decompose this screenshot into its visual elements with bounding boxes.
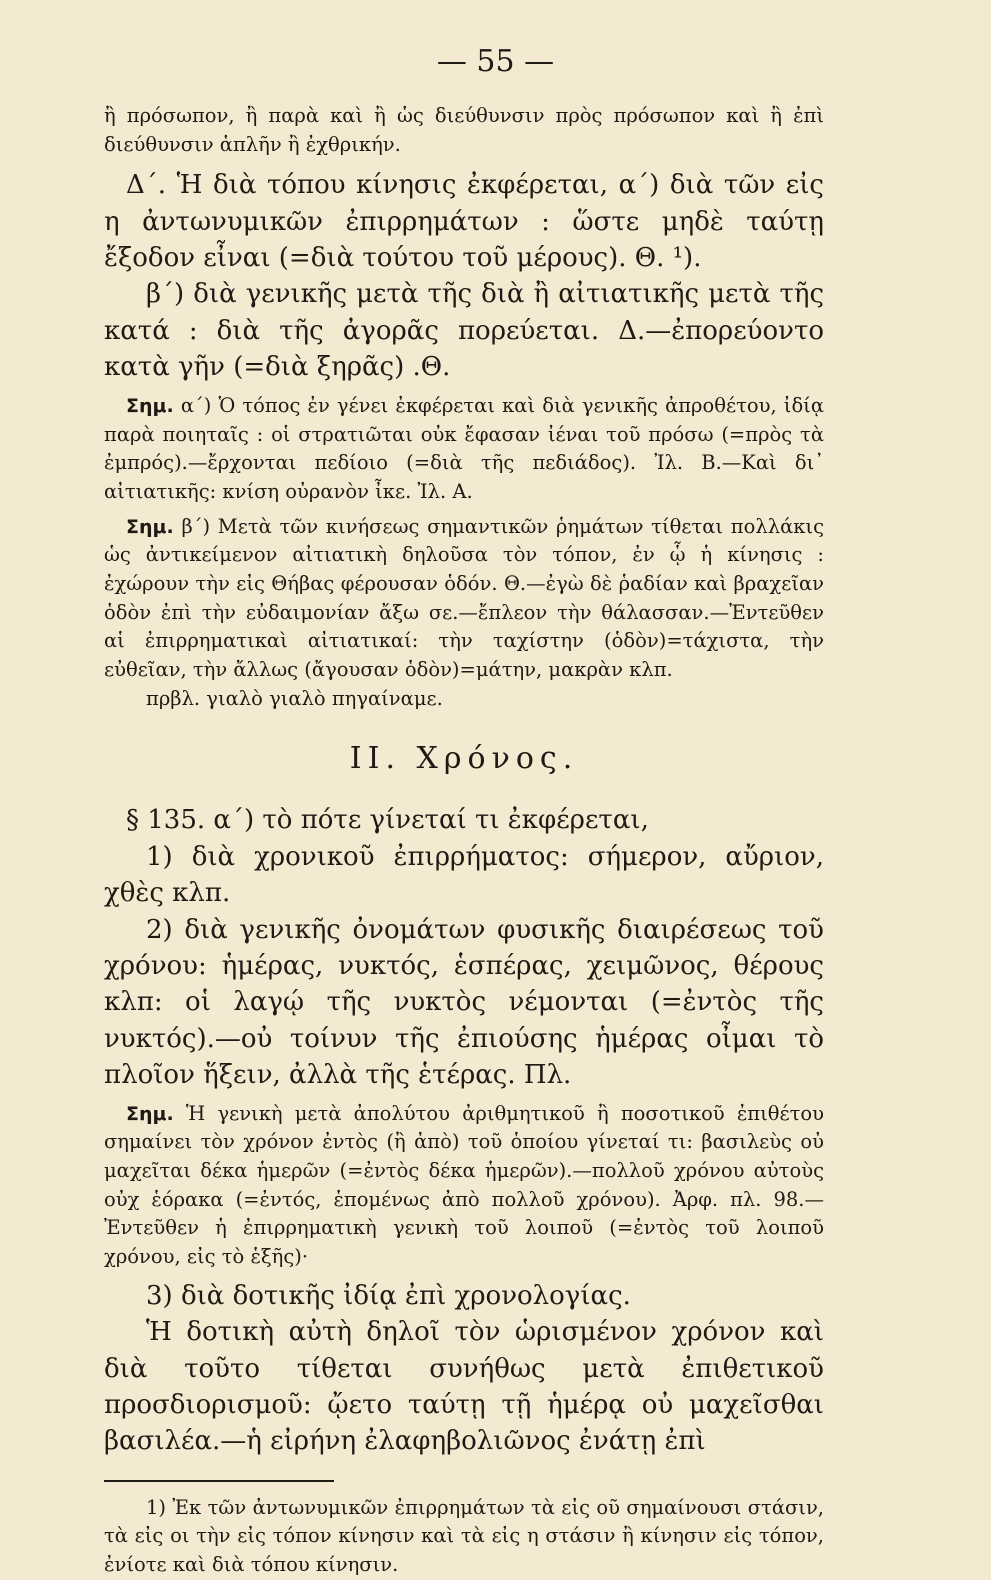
- note-label: Σημ.: [126, 1102, 174, 1125]
- page-number: — 55 —: [436, 44, 555, 79]
- note-alpha: [104, 392, 824, 507]
- paragraph-item-1: 1) διὰ χρονικοῦ ἐπιρρήματος: σήμερον, αὔριον, χθὲς κλπ.: [104, 841, 824, 909]
- note-beta: [104, 513, 824, 685]
- note-text: α΄) Ὁ τόπος ἐν γένει ἐκφέρεται καὶ διὰ γενικῆς ἀπροθέτου, ἰδίᾳ παρὰ ποιηταῖς : οἱ στρατιῶται οὐκ ἔφασαν ἰέναι τοῦ πρόσω (=πρὸς τὰ ἐμπρός).—ἔρχονται πεδίοιο (=διὰ τῆς πεδιάδος). Ἰλ. Β.—Καὶ δι᾽ αἰτιατικῆς: κνίση οὐρανὸν ἶκε. Ἰλ. Α.: [104, 393, 824, 503]
- note-compare: πρβλ. γιαλὸ γιαλὸ πηγαίναμε.: [146, 686, 443, 710]
- paragraph-dative: Ἡ δοτικὴ αὐτὴ δηλοῖ τὸν ὡρισμένον χρόνον καὶ διὰ τοῦτο τίθεται συνήθως μετὰ ἐπιθετικοῦ προσδιορισμοῦ: ᾤετο ταύτῃ τῇ ἡμέρᾳ οὐ μαχεῖσθαι βασιλέα.—ἡ εἰρήνη ἐλαφηβολιῶνος ἐνάτῃ ἐπὶ: [104, 1317, 824, 1457]
- note-time: [104, 1100, 824, 1272]
- paragraph-continuation: ἢ πρόσωπον, ἢ παρὰ καὶ ἢ ὡς διεύθυνσιν πρὸς πρόσωπον καὶ ἢ ἐπὶ διεύθυνσιν ἁπλῆν ἢ ἐχθρικήν.: [104, 104, 824, 156]
- section-heading: II. Χρόνος.: [349, 741, 579, 777]
- paragraph-section-135: § 135. α΄) τὸ πότε γίνεταί τι ἐκφέρεται,: [126, 805, 649, 836]
- note-label: Σημ.: [126, 515, 174, 538]
- footnote: 1) Ἐκ τῶν ἀντωνυμικῶν ἐπιρρημάτων τὰ εἰς οῦ σημαίνουσι στάσιν, τὰ εἰς οι τὴν εἰς τόπον κίνησιν καὶ τὰ εἰς η στάσιν ἢ κίνησιν εἰς τόπον, ἐνίοτε καὶ διὰ τόπου κίνησιν.: [104, 1495, 824, 1576]
- footnote-rule: [104, 1480, 334, 1482]
- note-text: β΄) Μετὰ τῶν κινήσεως σημαντικῶν ῥημάτων τίθεται πολλάκις ὡς ἀντικείμενον αἰτιατικὴ δηλοῦσα τὸν τόπον, ἐν ᾧ ἡ κίνησις : ἐχώρουν τὴν εἰς Θήβας φέρουσαν ὁδόν. Θ.—ἐγὼ δὲ ῥαδίαν καὶ βραχεῖαν ὁδὸν ἐπὶ τὴν εὐδαιμονίαν ἄξω σε.—ἔπλεον τὴν θάλασσαν.—Ἐντεῦθεν αἱ ἐπιρρηματικαὶ αἰτιατικαί: τὴν ταχίστην (ὁδὸν)=τάχιστα, τὴν εὐθεῖαν, τὴν ἄλλως (ἄγουσαν ὁδὸν)=μάτην, μακρὰν κλπ.: [104, 514, 824, 682]
- note-text: Ἡ γενικὴ μετὰ ἀπολύτου ἀριθμητικοῦ ἢ ποσοτικοῦ ἐπιθέτου σημαίνει τὸν χρόνον ἐντὸς (ἢ ἀπὸ) τοῦ ὁποίου γίνεταί τι: βασιλεὺς οὐ μαχεῖται δέκα ἡμερῶν (=ἐντὸς δέκα ἡμερῶν).—πολλοῦ χρόνου αὐτοὺς οὐχ ἑόρακα (=ἐντός, ἑπομένως ἀπὸ πολλοῦ χρόνου). Ἀρφ. πλ. 98.—Ἐντεῦθεν ἡ ἐπιρρηματικὴ γενικὴ τοῦ λοιποῦ (=ἐντὸς τοῦ λοιποῦ χρόνου, εἰς τὸ ἑξῆς)·: [104, 1101, 824, 1269]
- paragraph-delta: Δ΄. Ἡ διὰ τόπου κίνησις ἐκφέρεται, α΄) διὰ τῶν εἰς η ἀντωνυμικῶν ἐπιρρημάτων : ὥστε μηδὲ ταύτῃ ἔξοδον εἶναι (=διὰ τούτου τοῦ μέρους). Θ. ¹).: [104, 170, 824, 274]
- main-text: [104, 102, 824, 1580]
- note-label: Σημ.: [126, 394, 174, 417]
- paragraph-beta: β΄) διὰ γενικῆς μετὰ τῆς διὰ ἢ αἰτιατικῆς μετὰ τῆς κατά : διὰ τῆς ἀγορᾶς πορεύεται. Δ.—ἐπορεύοντο κατὰ γῆν (=διὰ ξηρᾶς) .Θ.: [104, 279, 824, 383]
- paragraph-item-3: 3) διὰ δοτικῆς ἰδίᾳ ἐπὶ χρονολογίας.: [146, 1280, 631, 1311]
- paragraph-item-2: 2) διὰ γενικῆς ὀνομάτων φυσικῆς διαιρέσεως τοῦ χρόνου: ἡμέρας, νυκτός, ἑσπέρας, χειμῶνος, θέρους κλπ: οἱ λαγῴ τῆς νυκτὸς νέμονται (=ἐντὸς τῆς νυκτός).—οὐ τοίνυν τῆς ἐπιούσης ἡμέρας οἶμαι τὸ πλοῖον ἥξειν, ἀλλὰ τῆς ἑτέρας. Πλ.: [104, 914, 824, 1091]
